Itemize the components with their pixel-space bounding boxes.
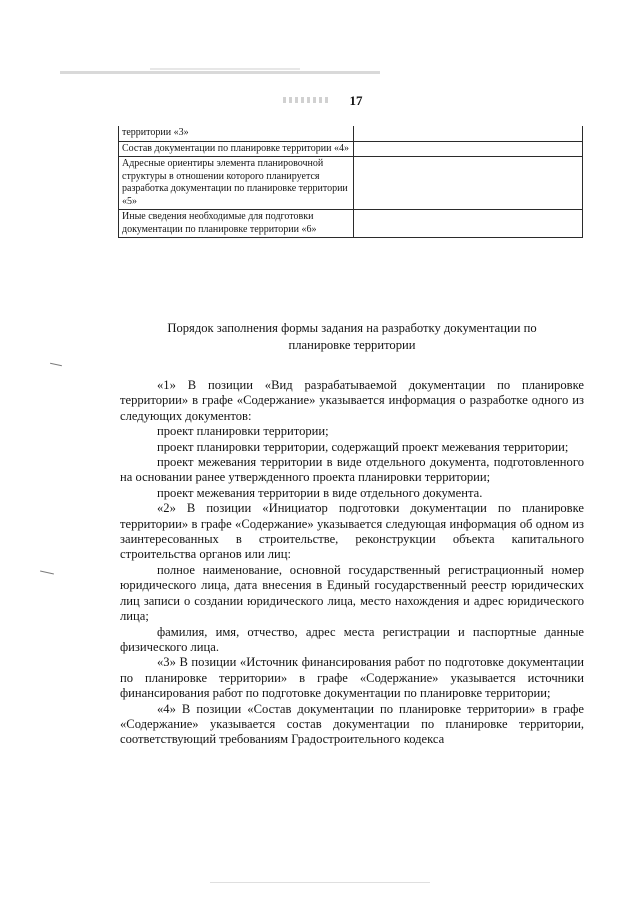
margin-mark-1 <box>50 363 62 366</box>
section-heading-line-1: Порядок заполнения формы задания на разработку документации по <box>167 321 537 335</box>
paragraph: проект планировки территории, содержащий проект межевания территории; <box>157 439 569 454</box>
page-number: 17 <box>349 93 363 108</box>
table-row <box>119 157 583 210</box>
table-row <box>119 141 583 157</box>
paragraph: проект межевания территории в виде отдельного документа, подготовленного на основании ранее утвержденного проекта планировки территории; <box>120 455 584 485</box>
scan-artifact-top <box>60 71 380 74</box>
section-heading <box>120 320 584 354</box>
table-row <box>119 210 583 238</box>
section-heading-line-2: планировке территории <box>288 338 416 352</box>
table-cell-value <box>354 157 583 210</box>
body-text <box>120 378 584 748</box>
table-cell-value <box>354 210 583 238</box>
table-cell-label: Адресные ориентиры элемента планировочной структуры в отношении которого планируется разработка документации по планировке территории «5» <box>119 157 354 210</box>
paragraph: «1» В позиции «Вид разрабатываемой документации по планировке территории» в графе «Содержание» указывается информация о разработке одного из следующих документов: <box>120 378 584 423</box>
paragraph: «4» В позиции «Состав документации по планировке территории» в графе «Содержание» указывается состав документации по планировке территории, соответствующий требованиям Градостроительного кодекса <box>120 701 584 747</box>
paragraph: «3» В позиции «Источник финансирования работ по подготовке документации по планировке территории» в графе «Содержание» указывается источники финансирования работ по подготовке документации по планировке территории; <box>120 655 584 701</box>
table-cell-label: Иные сведения необходимые для подготовки документации по планировке территории «6» <box>119 210 354 238</box>
table-cell-value <box>354 141 583 157</box>
scan-artifact-top-2 <box>150 68 300 70</box>
margin-mark-2 <box>40 571 54 575</box>
stamp-blur <box>283 97 331 103</box>
form-table <box>118 126 583 238</box>
paragraph: проект планировки территории; <box>157 424 329 439</box>
table-row <box>119 126 583 141</box>
paragraph: полное наименование, основной государственный регистрационный номер юридического лица, дата внесения в Единый государственный реестр юридических лиц записи о создании юридического лица, место нахождения и адрес юридического лица; <box>120 562 584 624</box>
table-cell-value <box>354 126 583 141</box>
table-cell-label: Состав документации по планировке территории «4» <box>119 141 354 157</box>
paragraph: фамилия, имя, отчество, адрес места регистрации и паспортные данные физического лица. <box>120 624 584 654</box>
paragraph: проект межевания территории в виде отдельного документа. <box>157 485 483 500</box>
table-cell-label: территории «3» <box>119 126 354 141</box>
paragraph: «2» В позиции «Инициатор подготовки документации по планировке территории» в графе «Содержание» указывается следующая информация об одном из заинтересованных в строительстве, реконструкции объекта капитального строительства органов или лиц: <box>120 501 584 562</box>
scan-artifact-bottom <box>210 882 430 883</box>
